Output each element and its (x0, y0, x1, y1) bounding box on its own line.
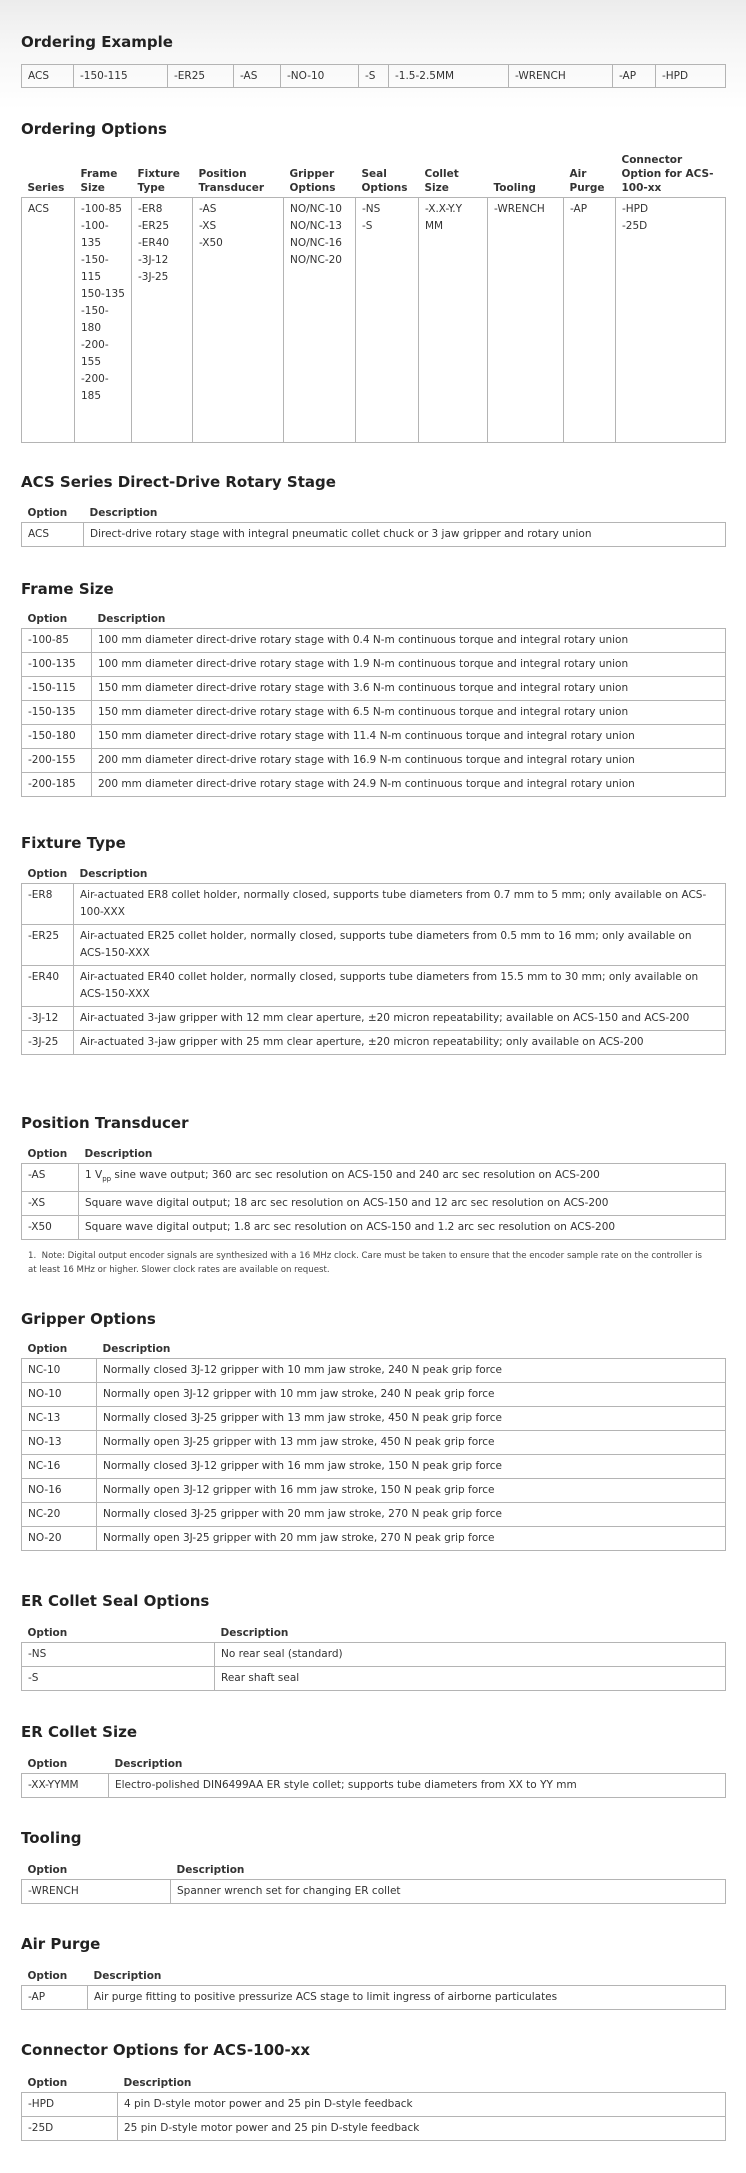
part-cell: -HPD (656, 65, 726, 88)
description-cell: Air-actuated 3-jaw gripper with 25 mm clear aperture, ±20 micron repeatability; only available on ACS-200 (74, 1031, 726, 1055)
option-value: -AS (199, 203, 217, 215)
option-value: -XS (199, 220, 217, 232)
column-header: Air Purge (569, 168, 605, 194)
option-cell: -X50 (22, 1216, 79, 1240)
table-row (22, 1986, 726, 2010)
collet-table (21, 1757, 726, 1798)
option-value: -200-155 (81, 339, 109, 368)
fixture-table (21, 867, 726, 1055)
column-header: Fixture Type (137, 168, 180, 194)
description-header: Description (93, 1970, 162, 1982)
description-cell: 100 mm diameter direct-drive rotary stage with 1.9 N-m continuous torque and integral rotary union (92, 653, 726, 677)
description-cell: No rear seal (standard) (215, 1643, 726, 1667)
description-cell: 200 mm diameter direct-drive rotary stage with 16.9 N-m continuous torque and integral rotary union (92, 749, 726, 773)
option-value: -X50 (199, 237, 223, 249)
description-cell: 4 pin D-style motor power and 25 pin D-style feedback (118, 2093, 726, 2117)
part-cell: -NO-10 (281, 65, 359, 88)
ordering-example-title: Ordering Example (21, 33, 173, 51)
option-header: Option (27, 1970, 68, 1982)
part-cell: ACS (22, 65, 74, 88)
description-cell (79, 1164, 726, 1192)
description-cell: 150 mm diameter direct-drive rotary stage with 6.5 N-m continuous torque and integral rotary union (92, 701, 726, 725)
tooling-title: Tooling (21, 1829, 82, 1847)
option-value: -3J-12 (138, 254, 169, 266)
connector-table (21, 2076, 726, 2141)
table-row (22, 1431, 726, 1455)
table-row (22, 749, 726, 773)
airpurge-title: Air Purge (21, 1935, 101, 1953)
description-cell: Electro-polished DIN6499AA ER style collet; supports tube diameters from XX to YY mm (109, 1774, 726, 1798)
description-cell: 200 mm diameter direct-drive rotary stage with 24.9 N-m continuous torque and integral rotary union (92, 773, 726, 797)
airpurge-table (21, 1969, 726, 2010)
option-value: -150-180 (81, 305, 109, 334)
frame-table (21, 612, 726, 797)
option-cell: -ER8 (22, 884, 74, 925)
options-cell (284, 198, 356, 443)
column-header: Position Transducer (198, 168, 265, 194)
ordering-options-table (21, 153, 726, 443)
option-cell: NC-20 (22, 1503, 97, 1527)
option-header: Option (27, 1864, 68, 1876)
option-cell: -ER40 (22, 966, 74, 1007)
description-header: Description (97, 613, 166, 625)
option-header: Option (27, 1148, 68, 1160)
options-cell (193, 198, 284, 443)
table-row (22, 1455, 726, 1479)
options-cell (22, 198, 75, 443)
part-cell: -1.5-2.5MM (389, 65, 509, 88)
option-cell: -150-180 (22, 725, 92, 749)
option-cell: -200-185 (22, 773, 92, 797)
part-cell: -ER25 (168, 65, 234, 88)
series-table (21, 506, 726, 547)
option-cell: NO-16 (22, 1479, 97, 1503)
ordering-example-table (21, 64, 726, 88)
option-value: -HPD (622, 203, 649, 215)
option-cell: -XS (22, 1192, 79, 1216)
description-cell: Air-actuated ER40 collet holder, normally closed, supports tube diameters from 15.5 mm to 30 mm; only available on ACS-150-XXX (74, 966, 726, 1007)
description-cell: 150 mm diameter direct-drive rotary stage with 11.4 N-m continuous torque and integral rotary union (92, 725, 726, 749)
option-cell: -200-155 (22, 749, 92, 773)
gripper-title: Gripper Options (21, 1310, 156, 1328)
option-cell: -S (22, 1667, 215, 1691)
option-cell: -25D (22, 2117, 118, 2141)
description-text: 1 V (85, 1169, 103, 1181)
table-row (22, 1643, 726, 1667)
description-cell: Normally open 3J-12 gripper with 16 mm jaw stroke, 150 N peak grip force (97, 1479, 726, 1503)
options-cell (75, 198, 132, 443)
option-value: -100-135 (81, 220, 109, 249)
table-row (22, 1164, 726, 1192)
option-value: -3J-25 (138, 271, 169, 283)
option-value: ACS (28, 203, 49, 215)
description-cell: Air-actuated 3-jaw gripper with 12 mm clear aperture, ±20 micron repeatability; available on ACS-150 and ACS-200 (74, 1007, 726, 1031)
option-header: Option (27, 1758, 68, 1770)
table-row (22, 2093, 726, 2117)
table-row (22, 725, 726, 749)
column-header: Collet Size (424, 168, 459, 194)
ordering-options-body (22, 198, 726, 443)
description-cell: 150 mm diameter direct-drive rotary stage with 3.6 N-m continuous torque and integral rotary union (92, 677, 726, 701)
description-header: Description (220, 1627, 289, 1639)
option-value: -ER40 (138, 237, 170, 249)
seal-table (21, 1626, 726, 1691)
option-header: Option (27, 1627, 68, 1639)
option-value: -NS (362, 203, 381, 215)
column-header: Frame Size (80, 168, 118, 194)
option-cell: NC-16 (22, 1455, 97, 1479)
option-cell: -NS (22, 1643, 215, 1667)
table-row (22, 1503, 726, 1527)
description-cell: Normally open 3J-12 gripper with 10 mm jaw stroke, 240 N peak grip force (97, 1383, 726, 1407)
fixture-title: Fixture Type (21, 834, 126, 852)
table-header (22, 612, 726, 629)
options-cell (616, 198, 726, 443)
table-row (22, 701, 726, 725)
ordering-options-header (22, 153, 726, 198)
series-title: ACS Series Direct-Drive Rotary Stage (21, 473, 336, 491)
column-header: Connector Option for ACS-100-xx (621, 154, 714, 194)
option-header: Option (27, 1343, 68, 1355)
option-value: NO/NC-10 (290, 203, 342, 215)
option-cell: NO-10 (22, 1383, 97, 1407)
table-row (22, 1667, 726, 1691)
option-cell: -3J-12 (22, 1007, 74, 1031)
note-number: 1. (28, 1251, 37, 1261)
option-cell: -ER25 (22, 925, 74, 966)
description-cell: Rear shaft seal (215, 1667, 726, 1691)
description-cell: Normally closed 3J-12 gripper with 10 mm jaw stroke, 240 N peak grip force (97, 1359, 726, 1383)
description-header: Description (84, 1148, 153, 1160)
table-header (22, 506, 726, 523)
table-header (22, 1626, 726, 1643)
options-cell (564, 198, 616, 443)
table-row (22, 1880, 726, 1904)
option-value: -150-115 (81, 254, 109, 283)
description-header: Description (89, 507, 158, 519)
table-row (22, 2117, 726, 2141)
option-header: Option (27, 2077, 68, 2089)
description-cell: Normally closed 3J-25 gripper with 20 mm jaw stroke, 270 N peak grip force (97, 1503, 726, 1527)
option-value: -ER25 (138, 220, 170, 232)
transducer-title: Position Transducer (21, 1114, 189, 1132)
table-header (22, 1147, 726, 1164)
description-cell: 100 mm diameter direct-drive rotary stage with 0.4 N-m continuous torque and integral rotary union (92, 629, 726, 653)
description-cell: Air purge fitting to positive pressurize ACS stage to limit ingress of airborne particulates (88, 1986, 726, 2010)
description-cell: Normally closed 3J-12 gripper with 16 mm jaw stroke, 150 N peak grip force (97, 1455, 726, 1479)
option-value: NO/NC-13 (290, 220, 342, 232)
description-cell: Normally closed 3J-25 gripper with 13 mm jaw stroke, 450 N peak grip force (97, 1407, 726, 1431)
description-cell: Air-actuated ER25 collet holder, normally closed, supports tube diameters from 0.5 mm to 16 mm; only available on ACS-150-XXX (74, 925, 726, 966)
column-header: Gripper Options (289, 168, 336, 194)
option-cell: ACS (22, 523, 84, 547)
table-row (22, 1359, 726, 1383)
table-header (22, 1342, 726, 1359)
table-header (22, 1969, 726, 1986)
description-cell: 25 pin D-style motor power and 25 pin D-style feedback (118, 2117, 726, 2141)
part-cell: -S (359, 65, 389, 88)
frame-title: Frame Size (21, 580, 114, 598)
table-row (22, 1192, 726, 1216)
table-row (22, 1007, 726, 1031)
description-text: sine wave output; 360 arc sec resolution on ACS-150 and 240 arc sec resolution on ACS-200 (111, 1169, 600, 1181)
description-cell: Air-actuated ER8 collet holder, normally closed, supports tube diameters from 0.7 mm to 5 mm; only available on ACS-100-XXX (74, 884, 726, 925)
option-value: -ER8 (138, 203, 163, 215)
option-value: -AP (570, 203, 588, 215)
column-header: Tooling (493, 182, 536, 194)
table-row (22, 773, 726, 797)
description-header: Description (123, 2077, 192, 2089)
description-cell: Direct-drive rotary stage with integral pneumatic collet chuck or 3 jaw gripper and rotary union (84, 523, 726, 547)
part-cell: -150-115 (74, 65, 168, 88)
table-row (22, 1031, 726, 1055)
option-cell: -WRENCH (22, 1880, 171, 1904)
description-subscript: pp (102, 1175, 112, 1184)
table-row (22, 1774, 726, 1798)
option-cell: NO-20 (22, 1527, 97, 1551)
option-cell: -150-115 (22, 677, 92, 701)
description-cell: Square wave digital output; 1.8 arc sec resolution on ACS-150 and 1.2 arc sec resolution on ACS-200 (79, 1216, 726, 1240)
option-header: Option (27, 868, 68, 880)
table-row (22, 1407, 726, 1431)
option-value: -S (362, 220, 373, 232)
part-cell: -AS (234, 65, 281, 88)
note-text: Note: Digital output encoder signals are synthesized with a 16 MHz clock. Care must be taken to ensure that the encoder sample rate on the controller is at least 16 MHz or higher. Slower clock rates are available on request. (28, 1251, 702, 1275)
option-value: NO/NC-16 (290, 237, 342, 249)
options-cell (419, 198, 488, 443)
collet-title: ER Collet Size (21, 1723, 138, 1741)
table-row (22, 523, 726, 547)
options-cell (488, 198, 564, 443)
table-row (22, 1527, 726, 1551)
description-cell: Square wave digital output; 18 arc sec resolution on ACS-150 and 12 arc sec resolution on ACS-200 (79, 1192, 726, 1216)
option-cell: NO-13 (22, 1431, 97, 1455)
option-value: -200-185 (81, 373, 109, 402)
option-value: -X.X-Y.Y MM (425, 203, 463, 232)
description-header: Description (176, 1864, 245, 1876)
option-header: Option (27, 613, 68, 625)
transducer-table (21, 1147, 726, 1240)
part-cell: -AP (613, 65, 656, 88)
description-cell: Normally open 3J-25 gripper with 13 mm jaw stroke, 450 N peak grip force (97, 1431, 726, 1455)
table-row (22, 884, 726, 925)
connector-title: Connector Options for ACS-100-xx (21, 2041, 311, 2059)
options-cell (132, 198, 193, 443)
option-value: NO/NC-20 (290, 254, 342, 266)
description-cell: Spanner wrench set for changing ER collet (171, 1880, 726, 1904)
table-row (22, 925, 726, 966)
table-header (22, 1757, 726, 1774)
description-cell: Normally open 3J-25 gripper with 20 mm jaw stroke, 270 N peak grip force (97, 1527, 726, 1551)
table-row (22, 629, 726, 653)
options-cell (356, 198, 419, 443)
description-header: Description (79, 868, 148, 880)
option-header: Option (27, 507, 68, 519)
table-row (22, 1383, 726, 1407)
gripper-table (21, 1342, 726, 1551)
option-cell: -HPD (22, 2093, 118, 2117)
description-header: Description (114, 1758, 183, 1770)
table-row (22, 1479, 726, 1503)
table-header (22, 2076, 726, 2093)
column-header: Series (27, 182, 65, 194)
table-row (22, 653, 726, 677)
table-row (22, 677, 726, 701)
column-header: Seal Options (361, 168, 408, 194)
option-cell: -3J-25 (22, 1031, 74, 1055)
option-value: -25D (622, 220, 648, 232)
option-cell: -XX-YYMM (22, 1774, 109, 1798)
seal-title: ER Collet Seal Options (21, 1592, 210, 1610)
option-cell: -150-135 (22, 701, 92, 725)
option-value: 150-135 (81, 288, 125, 300)
table-row (22, 1216, 726, 1240)
option-cell: -AS (22, 1164, 79, 1192)
part-cell: -WRENCH (509, 65, 613, 88)
tooling-table (21, 1863, 726, 1904)
option-value: -WRENCH (494, 203, 545, 215)
ordering-example-row (22, 65, 726, 88)
table-header (22, 1863, 726, 1880)
option-cell: NC-13 (22, 1407, 97, 1431)
transducer-note (28, 1249, 708, 1277)
description-header: Description (102, 1343, 171, 1355)
ordering-options-title: Ordering Options (21, 120, 167, 138)
option-cell: NC-10 (22, 1359, 97, 1383)
option-value: -100-85 (81, 203, 122, 215)
table-header (22, 867, 726, 884)
option-cell: -AP (22, 1986, 88, 2010)
table-row (22, 966, 726, 1007)
option-cell: -100-85 (22, 629, 92, 653)
option-cell: -100-135 (22, 653, 92, 677)
